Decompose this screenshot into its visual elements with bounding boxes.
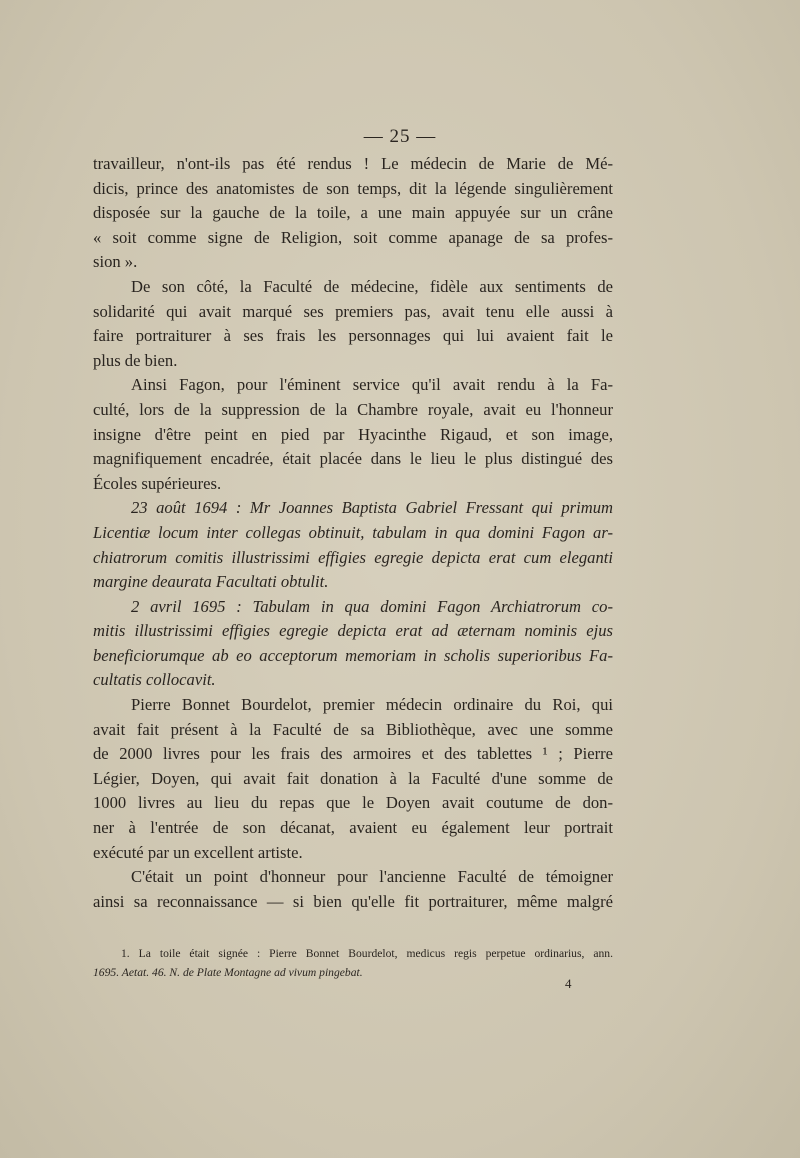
text-line: dicis, prince des anatomistes de son temps, dit la légende singulièrement [93, 178, 613, 198]
text-line: disposée sur la gauche de la toile, a une main appuyée sur un crâne [93, 203, 613, 223]
paragraph [93, 275, 613, 373]
text-line: 1000 livres au lieu du repas que le Doyen avait coutume de don- [93, 793, 613, 813]
text-line: Ainsi Fagon, pour l'éminent service qu'il avait rendu à la Fa- [131, 375, 613, 395]
text-line: insigne d'être peint en pied par Hyacinthe Rigaud, et son image, [93, 424, 613, 444]
text-line: De son côté, la Faculté de médecine, fidèle aux sentiments de [131, 276, 613, 296]
text-line: de 2000 livres pour les frais des armoires et des tablettes ¹ ; Pierre [93, 744, 613, 764]
text-line: C'était un point d'honneur pour l'ancienne Faculté de témoigner [131, 867, 613, 887]
text-line: solidarité qui avait marqué ses premiers pas, avait tenu elle aussi à [93, 301, 613, 321]
paragraph [93, 152, 613, 275]
paragraph [93, 865, 613, 914]
paragraph [93, 693, 613, 865]
text-line: cultatis collocavit. [93, 670, 216, 690]
paragraph [93, 496, 613, 594]
text-line: Pierre Bonnet Bourdelot, premier médecin ordinaire du Roi, qui [131, 695, 613, 715]
body-text [93, 152, 613, 914]
text-line: Licentiæ locum inter collegas obtinuit, tabulam in qua domini Fagon ar- [93, 522, 613, 542]
text-line: exécuté par un excellent artiste. [93, 842, 303, 862]
footnote-line: 1695. Aetat. 46. N. de Plate Montagne ad vivum pingebat. [93, 966, 363, 979]
text-line: plus de bien. [93, 350, 178, 370]
page-number: — 25 — [363, 126, 437, 147]
signature-mark: 4 [565, 976, 572, 991]
paragraph [93, 373, 613, 496]
text-line: avait fait présent à la Faculté de sa Bibliothèque, avec une somme [93, 719, 613, 739]
footnotes [93, 944, 613, 982]
text-line: ainsi sa reconnaissance — si bien qu'elle fit portraiturer, même malgré [93, 891, 613, 911]
text-line: beneficiorumque ab eo acceptorum memoriam in scholis superioribus Fa- [93, 645, 613, 665]
paragraph [93, 595, 613, 693]
text-line: sion ». [93, 252, 138, 272]
text-line: 23 août 1694 : Mr Joannes Baptista Gabriel Fressant qui primum [131, 498, 613, 518]
text-line: 2 avril 1695 : Tabulam in qua domini Fagon Archiatrorum co- [131, 596, 613, 616]
text-line: margine deaurata Facultati obtulit. [93, 572, 329, 592]
footnote-line: 1. La toile était signée : Pierre Bonnet Bourdelot, medicus regis perpetue ordinarius, ann. [121, 947, 613, 960]
text-line: faire portraiturer à ses frais les personnages qui lui avaient fait le [93, 326, 613, 346]
text-line: Légier, Doyen, qui avait fait donation à la Faculté d'une somme de [93, 768, 613, 788]
text-line: culté, lors de la suppression de la Chambre royale, avait eu l'honneur [93, 399, 613, 419]
text-line: mitis illustrissimi effigies egregie depicta erat ad æternam nominis ejus [93, 621, 613, 641]
text-line: chiatrorum comitis illustrissimi effigies egregie depicta erat cum eleganti [93, 547, 613, 567]
text-line: « soit comme signe de Religion, soit comme apanage de sa profes- [93, 227, 613, 247]
text-line: Écoles supérieures. [93, 473, 222, 493]
text-line: magnifiquement encadrée, était placée dans le lieu le plus distingué des [93, 449, 613, 469]
text-line: travailleur, n'ont-ils pas été rendus ! Le médecin de Marie de Mé- [93, 154, 613, 173]
text-line: ner à l'entrée de son décanat, avaient eu également leur portrait [93, 818, 613, 838]
